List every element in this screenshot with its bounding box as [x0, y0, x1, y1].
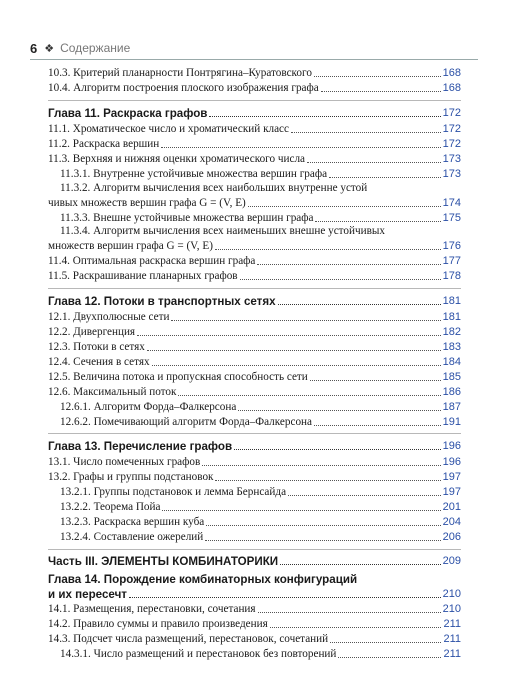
dot-leader: [137, 334, 441, 336]
toc-entry[interactable]: [48, 137, 461, 151]
dot-leader: [310, 379, 441, 381]
toc-page-link[interactable]: 183: [442, 341, 461, 353]
dot-leader: [215, 479, 440, 481]
dot-leader: [270, 626, 442, 628]
toc-entry[interactable]: [48, 355, 461, 369]
toc-entry-title: 12.3. Потоки в сетях: [48, 341, 145, 353]
toc-page-link[interactable]: 211: [443, 648, 461, 660]
dot-leader: [315, 220, 440, 222]
toc-page-link[interactable]: 185: [442, 371, 461, 383]
toc-page-link[interactable]: 197: [442, 486, 461, 498]
toc-entry-title: 13.2.2. Теорема Пойа: [60, 501, 161, 513]
chapter-title: и их пересечт: [48, 588, 127, 601]
dot-leader: [240, 278, 441, 280]
toc-page-link[interactable]: 176: [442, 240, 461, 252]
toc-chapter[interactable]: [48, 439, 461, 453]
toc-subentry[interactable]: [48, 239, 461, 253]
toc-page-link[interactable]: 197: [442, 471, 461, 483]
dot-leader: [234, 448, 441, 450]
dot-leader: [152, 364, 441, 366]
dot-leader: [258, 611, 441, 613]
toc-page-link[interactable]: 168: [442, 67, 461, 79]
dot-leader: [257, 263, 440, 265]
dot-leader: [291, 131, 441, 133]
dot-leader: [129, 596, 441, 598]
dot-leader: [215, 248, 441, 250]
toc-entry-title: 12.2. Дивергенция: [48, 326, 136, 338]
dot-leader: [307, 161, 441, 163]
toc-page-link[interactable]: 175: [442, 212, 461, 224]
page-number: 6: [30, 40, 38, 56]
toc-subentry[interactable]: [48, 196, 461, 210]
toc-page-link[interactable]: 201: [442, 501, 461, 513]
dot-leader: [321, 90, 441, 92]
chapter-title: Глава 11. Раскраска графов: [48, 107, 208, 120]
toc-entry-title: 13.2.4. Составление ожерелий: [60, 531, 204, 543]
dot-leader: [278, 303, 441, 305]
toc-entry-title: 11.3. Верхняя и нижняя оценки хроматического числа: [48, 153, 306, 165]
toc-entry[interactable]: [48, 455, 461, 469]
toc-entry-title: 14.2. Правило суммы и правило произведения: [48, 618, 268, 630]
toc-page-link[interactable]: 184: [442, 356, 461, 368]
toc-entry[interactable]: [48, 385, 461, 399]
toc-entry-title: 11.5. Раскрашивание планарных графов: [48, 270, 238, 282]
toc-page-link[interactable]: 182: [442, 326, 461, 338]
dot-leader: [329, 176, 441, 178]
toc-entry-title: 12.6.1. Алгоритм Форда–Фалкерсона: [60, 401, 237, 413]
part-title: Часть III. ЭЛЕМЕНТЫ КОМБИНАТОРИКИ: [48, 555, 279, 568]
toc-page-link[interactable]: 210: [442, 588, 461, 600]
toc-entry-title: чивых множеств вершин графа G = (V, E): [48, 197, 246, 209]
toc-entry[interactable]: [48, 325, 461, 339]
dot-leader: [288, 494, 441, 496]
toc-entry-title: 11.3.3. Внешне устойчивые множества вершин графа: [60, 212, 314, 224]
section-divider: [48, 100, 461, 101]
toc-page-link[interactable]: 211: [443, 618, 461, 630]
toc-page-link[interactable]: 187: [442, 401, 461, 413]
toc-entry-title: 12.5. Величина потока и пропускная способность сети: [48, 371, 308, 383]
toc-chapter[interactable]: [48, 294, 461, 308]
dot-leader: [147, 349, 441, 351]
toc-page-link[interactable]: 209: [442, 555, 461, 567]
toc-entry[interactable]: [48, 122, 461, 136]
toc-page-link[interactable]: 173: [442, 168, 461, 180]
dot-leader: [314, 424, 441, 426]
toc-subentry[interactable]: [60, 515, 461, 529]
toc-entry[interactable]: [48, 470, 461, 484]
toc-entry-title: 10.3. Критерий планарности Понтрягина–Куратовского: [48, 67, 312, 79]
section-divider: [48, 549, 461, 550]
dot-leader: [161, 146, 440, 148]
toc-entry-title: множеств вершин графа G = (V, E): [48, 240, 213, 252]
toc-entry-title: 11.2. Раскраска вершин: [48, 138, 160, 150]
dot-leader: [171, 319, 440, 321]
dot-leader: [330, 641, 441, 643]
toc-subentry[interactable]: [60, 647, 461, 661]
toc-subentry[interactable]: [60, 485, 461, 499]
diamond-ornament-icon: ❖: [44, 42, 55, 55]
toc-entry[interactable]: [48, 370, 461, 384]
toc-entry-first-line: 11.3.2. Алгоритм вычисления всех наибольших внутренне устой: [60, 182, 368, 194]
dot-leader: [338, 656, 441, 658]
dot-leader: [178, 394, 440, 396]
toc-entry-title: 14.1. Размещения, перестановки, сочетания: [48, 603, 256, 615]
dot-leader: [205, 539, 440, 541]
toc-page-link[interactable]: 174: [442, 197, 461, 209]
toc-page-link[interactable]: 172: [442, 107, 461, 119]
chapter-title: Глава 12. Потоки в транспортных сетях: [48, 295, 276, 308]
toc-page-link[interactable]: 204: [442, 516, 461, 528]
toc-entry-title: 13.2.3. Раскраска вершин куба: [60, 516, 205, 528]
toc-chapter[interactable]: [48, 106, 461, 120]
toc-page-link[interactable]: 186: [442, 386, 461, 398]
toc-subentry[interactable]: [60, 500, 461, 514]
toc-subentry[interactable]: [60, 400, 461, 414]
toc-entry-title: 13.2.1. Группы подстановок и лемма Бернсайда: [60, 486, 287, 498]
section-divider: [48, 433, 461, 434]
toc-entry[interactable]: [48, 340, 461, 354]
toc-entry[interactable]: [48, 310, 461, 324]
toc-entry-title: 14.3.1. Число размещений и перестановок без повторений: [60, 648, 337, 660]
toc-page-link[interactable]: 172: [442, 123, 461, 135]
toc-page-link[interactable]: 211: [443, 633, 461, 645]
toc-chapter[interactable]: [48, 587, 461, 601]
toc-page-link[interactable]: 181: [442, 295, 461, 307]
chapter-title-first-line: Глава 14. Порождение комбинаторных конфигураций: [48, 573, 358, 586]
dot-leader: [202, 464, 440, 466]
dot-leader: [248, 205, 441, 207]
toc-entry-first-line: 11.3.4. Алгоритм вычисления всех наименьших внешне устойчивых: [60, 225, 385, 237]
toc-page-link[interactable]: 178: [442, 270, 461, 282]
toc-page-link[interactable]: 210: [442, 603, 461, 615]
toc-page-link[interactable]: 173: [442, 153, 461, 165]
dot-leader: [280, 563, 441, 565]
toc-page-link[interactable]: 196: [442, 440, 461, 452]
toc-entry-title: 10.4. Алгоритм построения плоского изображения графа: [48, 82, 319, 94]
toc-entry[interactable]: [48, 66, 461, 80]
toc-entry-title: 11.3.1. Внутренне устойчивые множества вершин графа: [60, 168, 328, 180]
dot-leader: [314, 75, 441, 77]
toc-entry-title: 12.1. Двухполюсные сети: [48, 311, 170, 323]
dot-leader: [206, 524, 440, 526]
toc-entry-title: 12.4. Сечения в сетях: [48, 356, 150, 368]
toc-entry-title: 11.4. Оптимальная раскраска вершин графа: [48, 255, 256, 267]
toc-entry[interactable]: [48, 602, 461, 616]
chapter-title: Глава 13. Перечисление графов: [48, 440, 233, 453]
toc-part[interactable]: [48, 554, 461, 568]
dot-leader: [209, 115, 440, 117]
toc-subentry[interactable]: [60, 415, 461, 429]
toc-entry[interactable]: [48, 254, 461, 268]
toc-page-link[interactable]: 168: [442, 82, 461, 94]
toc-entry-title: 14.3. Подсчет числа размещений, перестановок, сочетаний: [48, 633, 329, 645]
section-divider: [48, 288, 461, 289]
toc-page-link[interactable]: 177: [442, 255, 461, 267]
toc-page-link[interactable]: 206: [442, 531, 461, 543]
toc-entry[interactable]: [48, 617, 461, 631]
toc-page-link[interactable]: 172: [442, 138, 461, 150]
toc-entry[interactable]: [48, 269, 461, 283]
toc-entry[interactable]: [48, 632, 461, 646]
dot-leader: [238, 409, 440, 411]
dot-leader: [162, 509, 440, 511]
toc-subentry[interactable]: [60, 530, 461, 544]
toc-subentry[interactable]: [60, 167, 461, 181]
toc-entry[interactable]: [48, 152, 461, 166]
toc-entry-title: 11.1. Хроматическое число и хроматический класс: [48, 123, 289, 135]
toc-entry[interactable]: [48, 81, 461, 95]
toc-page-link[interactable]: 191: [442, 416, 461, 428]
toc-entry-title: 13.1. Число помеченных графов: [48, 456, 201, 468]
toc-page-link[interactable]: 181: [442, 311, 461, 323]
toc-entry-title: 12.6.2. Помечивающий алгоритм Форда–Фалкерсона: [60, 416, 312, 428]
toc-entry-title: 12.6. Максимальный поток: [48, 386, 177, 398]
toc-entry-title: 13.2. Графы и группы подстановок: [48, 471, 214, 483]
toc-page-link[interactable]: 196: [442, 456, 461, 468]
toc-subentry[interactable]: [60, 211, 461, 225]
running-title: Содержание: [60, 41, 131, 55]
